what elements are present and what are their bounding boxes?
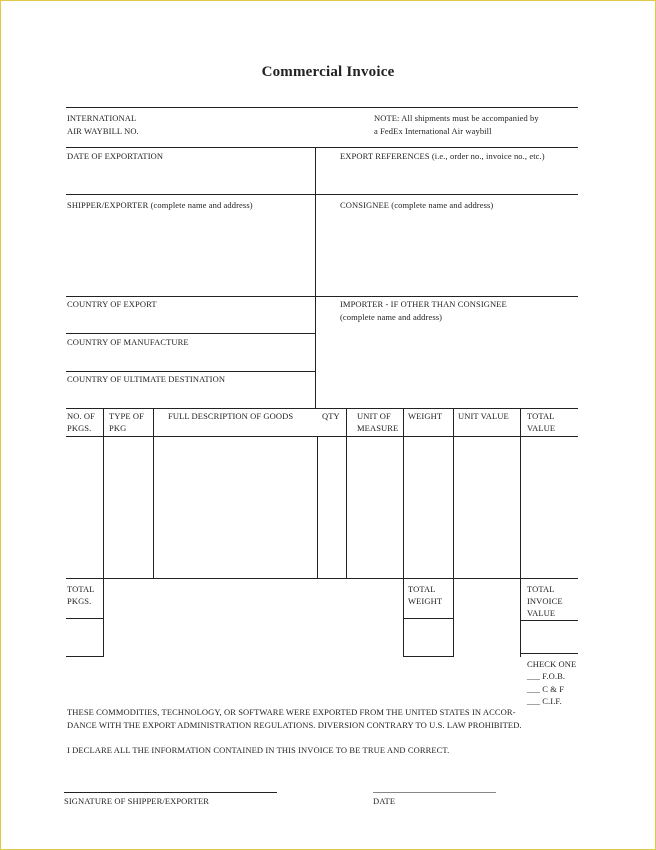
shipper-exporter-field: SHIPPER/EXPORTER (complete name and address) xyxy=(67,200,253,210)
total-pkgs-label-line2: PKGS. xyxy=(67,596,92,606)
column-divider xyxy=(317,436,318,578)
signature-line xyxy=(64,792,277,793)
export-statement: THESE COMMODITIES, TECHNOLOGY, OR SOFTWARE WERE EXPORTED FROM THE UNITED STATES IN ACCOR- xyxy=(67,707,516,717)
col-header-type-pkg: TYPE OF xyxy=(109,411,144,421)
check-cif-option: ___ C.I.F. xyxy=(527,696,562,706)
table-bottom-rule xyxy=(66,578,578,579)
total-pkgs-label: TOTAL xyxy=(67,584,95,594)
column-divider xyxy=(403,408,404,578)
document-title: Commercial Invoice xyxy=(261,64,395,80)
col-header-weight: WEIGHT xyxy=(408,411,443,421)
total-weight-box-side xyxy=(453,578,454,657)
table-header-rule xyxy=(66,436,578,437)
col-header-description: FULL DESCRIPTION OF GOODS xyxy=(168,411,294,421)
signature-label: SIGNATURE OF SHIPPER/EXPORTER xyxy=(64,796,210,806)
section-rule xyxy=(66,296,578,297)
column-divider xyxy=(153,408,154,578)
date-label: DATE xyxy=(373,796,396,806)
country-of-export-field: COUNTRY OF EXPORT xyxy=(67,299,157,309)
date-of-exportation-field: DATE OF EXPORTATION xyxy=(67,151,164,161)
country-of-manufacture-field: COUNTRY OF MANUFACTURE xyxy=(67,337,189,347)
declaration-statement: I DECLARE ALL THE INFORMATION CONTAINED IN THIS INVOICE TO BE TRUE AND CORRECT. xyxy=(67,745,450,755)
importer-field-line2: (complete name and address) xyxy=(340,312,443,322)
total-weight-box-rule xyxy=(403,618,453,619)
total-pkgs-box-rule xyxy=(66,656,103,657)
col-header-total-value: TOTAL xyxy=(527,411,555,421)
importer-field: IMPORTER - IF OTHER THAN CONSIGNEE xyxy=(340,299,507,309)
column-divider xyxy=(453,408,454,578)
column-divider xyxy=(346,408,347,578)
country-of-destination-field: COUNTRY OF ULTIMATE DESTINATION xyxy=(67,374,226,384)
total-pkgs-box-rule xyxy=(66,618,103,619)
col-header-unit-measure-line2: MEASURE xyxy=(357,423,399,433)
col-header-type-pkg-line2: PKG xyxy=(109,423,127,433)
consignee-field: CONSIGNEE (complete name and address) xyxy=(340,200,494,210)
col-header-unit-value: UNIT VALUE xyxy=(458,411,509,421)
air-waybill-label: INTERNATIONAL xyxy=(67,113,137,123)
total-pkgs-box-side xyxy=(103,578,104,657)
col-header-unit-measure: UNIT OF xyxy=(357,411,391,421)
center-divider-bottom xyxy=(315,296,316,409)
total-weight-label-line2: WEIGHT xyxy=(408,596,443,606)
center-divider-mid xyxy=(315,194,316,296)
section-rule xyxy=(66,147,578,148)
column-divider xyxy=(103,408,104,578)
total-invoice-box-side xyxy=(520,578,521,657)
col-header-total-value-line2: VALUE xyxy=(527,423,556,433)
total-weight-box-rule xyxy=(403,656,453,657)
top-rule xyxy=(66,107,578,108)
total-invoice-box-rule xyxy=(520,620,578,621)
left-rule xyxy=(66,333,315,334)
export-references-field: EXPORT REFERENCES (i.e., order no., invoice no., etc.) xyxy=(340,151,545,161)
total-invoice-value-label: TOTAL xyxy=(527,584,555,594)
air-waybill-label-line2: AIR WAYBILL NO. xyxy=(67,126,139,136)
check-fob-option: ___ F.O.B. xyxy=(527,671,566,681)
col-header-no-pkgs-line2: PKGS. xyxy=(67,423,92,433)
total-invoice-box-rule xyxy=(520,653,578,654)
total-invoice-value-label-line2: INVOICE xyxy=(527,596,563,606)
check-cf-option: ___ C & F xyxy=(527,684,565,694)
col-header-qty: QTY xyxy=(322,411,340,421)
check-one-label: CHECK ONE xyxy=(527,659,577,669)
export-statement-line2: DANCE WITH THE EXPORT ADMINISTRATION REGULATIONS. DIVERSION CONTRARY TO U.S. LAW PROHIBITED. xyxy=(67,720,522,730)
center-divider-top xyxy=(315,147,316,194)
col-header-no-pkgs: NO. OF xyxy=(67,411,95,421)
fedex-note-line2: a FedEx International Air waybill xyxy=(374,126,492,136)
table-top-rule xyxy=(66,408,578,409)
column-divider xyxy=(520,408,521,578)
section-rule xyxy=(66,194,578,195)
date-line xyxy=(373,792,496,793)
fedex-note: NOTE: All shipments must be accompanied by xyxy=(374,113,539,123)
left-rule xyxy=(66,371,315,372)
total-invoice-value-label-line3: VALUE xyxy=(527,608,556,618)
total-weight-label: TOTAL xyxy=(408,584,436,594)
